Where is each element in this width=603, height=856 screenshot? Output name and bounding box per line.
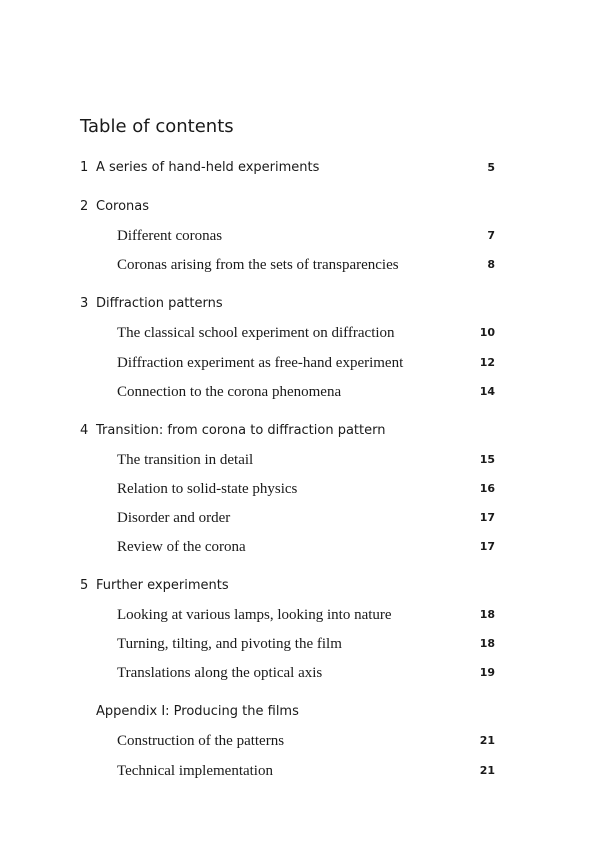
toc-chapter-4[interactable] bbox=[0, 421, 603, 441]
toc-section-5-1[interactable] bbox=[0, 605, 603, 625]
chapter-number: 4 bbox=[80, 423, 89, 438]
toc-section-a-1[interactable] bbox=[0, 731, 603, 751]
appendix-title: Appendix I: Producing the films bbox=[96, 704, 299, 719]
chapter-number: 5 bbox=[80, 578, 89, 593]
section-title: The transition in detail bbox=[117, 452, 254, 468]
toc-section-3-3[interactable] bbox=[0, 382, 603, 402]
page-number: 18 bbox=[479, 608, 495, 621]
page-title: Table of contents bbox=[80, 116, 234, 137]
section-title: Construction of the patterns bbox=[117, 733, 285, 749]
page-number: 7 bbox=[487, 229, 495, 242]
page-number: 16 bbox=[479, 482, 495, 495]
toc-section-4-4[interactable] bbox=[0, 537, 603, 557]
chapter-title: A series of hand-held experiments bbox=[96, 160, 320, 175]
section-title: Turning, tilting, and pivoting the film bbox=[117, 636, 342, 652]
page-number: 5 bbox=[487, 161, 495, 174]
page-number: 17 bbox=[479, 511, 495, 524]
section-title: Review of the corona bbox=[117, 539, 246, 555]
page-number: 18 bbox=[479, 637, 495, 650]
section-title: Relation to solid-state physics bbox=[117, 481, 298, 497]
section-title: The classical school experiment on diffraction bbox=[117, 325, 395, 341]
toc-chapter-3[interactable] bbox=[0, 294, 603, 314]
chapter-number: 2 bbox=[80, 199, 89, 214]
toc-appendix-1[interactable] bbox=[0, 702, 603, 722]
page-number: 14 bbox=[479, 385, 495, 398]
page-number: 21 bbox=[479, 764, 495, 777]
toc-section-3-1[interactable] bbox=[0, 323, 603, 343]
section-title: Translations along the optical axis bbox=[117, 665, 323, 681]
chapter-title: Further experiments bbox=[96, 578, 229, 593]
chapter-title: Transition: from corona to diffraction pattern bbox=[96, 423, 386, 438]
section-title: Connection to the corona phenomena bbox=[117, 384, 342, 400]
toc-section-4-2[interactable] bbox=[0, 479, 603, 499]
toc-chapter-5[interactable] bbox=[0, 576, 603, 596]
chapter-title: Diffraction patterns bbox=[96, 296, 223, 311]
toc-section-2-1[interactable] bbox=[0, 226, 603, 246]
section-title: Technical implementation bbox=[117, 763, 273, 779]
section-title: Disorder and order bbox=[117, 510, 231, 526]
toc-section-5-3[interactable] bbox=[0, 663, 603, 683]
page-number: 10 bbox=[479, 326, 495, 339]
page-number: 15 bbox=[479, 453, 495, 466]
section-title: Diffraction experiment as free-hand experiment bbox=[117, 355, 404, 371]
toc-section-a-2[interactable] bbox=[0, 761, 603, 781]
toc-section-4-1[interactable] bbox=[0, 450, 603, 470]
toc-section-5-2[interactable] bbox=[0, 634, 603, 654]
chapter-number: 3 bbox=[80, 296, 89, 311]
page-number: 8 bbox=[487, 258, 495, 271]
toc-section-2-2[interactable] bbox=[0, 255, 603, 275]
toc-chapter-2[interactable] bbox=[0, 197, 603, 217]
section-title: Coronas arising from the sets of transparencies bbox=[117, 257, 399, 273]
toc-section-3-2[interactable] bbox=[0, 353, 603, 373]
section-title: Looking at various lamps, looking into nature bbox=[117, 607, 392, 623]
section-title: Different coronas bbox=[117, 228, 223, 244]
chapter-number: 1 bbox=[80, 160, 89, 175]
toc-section-4-3[interactable] bbox=[0, 508, 603, 528]
page-number: 21 bbox=[479, 734, 495, 747]
page-number: 17 bbox=[479, 540, 495, 553]
chapter-title: Coronas bbox=[96, 199, 150, 214]
page-number: 19 bbox=[479, 666, 495, 679]
toc-chapter-1[interactable] bbox=[0, 158, 603, 178]
page-number: 12 bbox=[479, 356, 495, 369]
